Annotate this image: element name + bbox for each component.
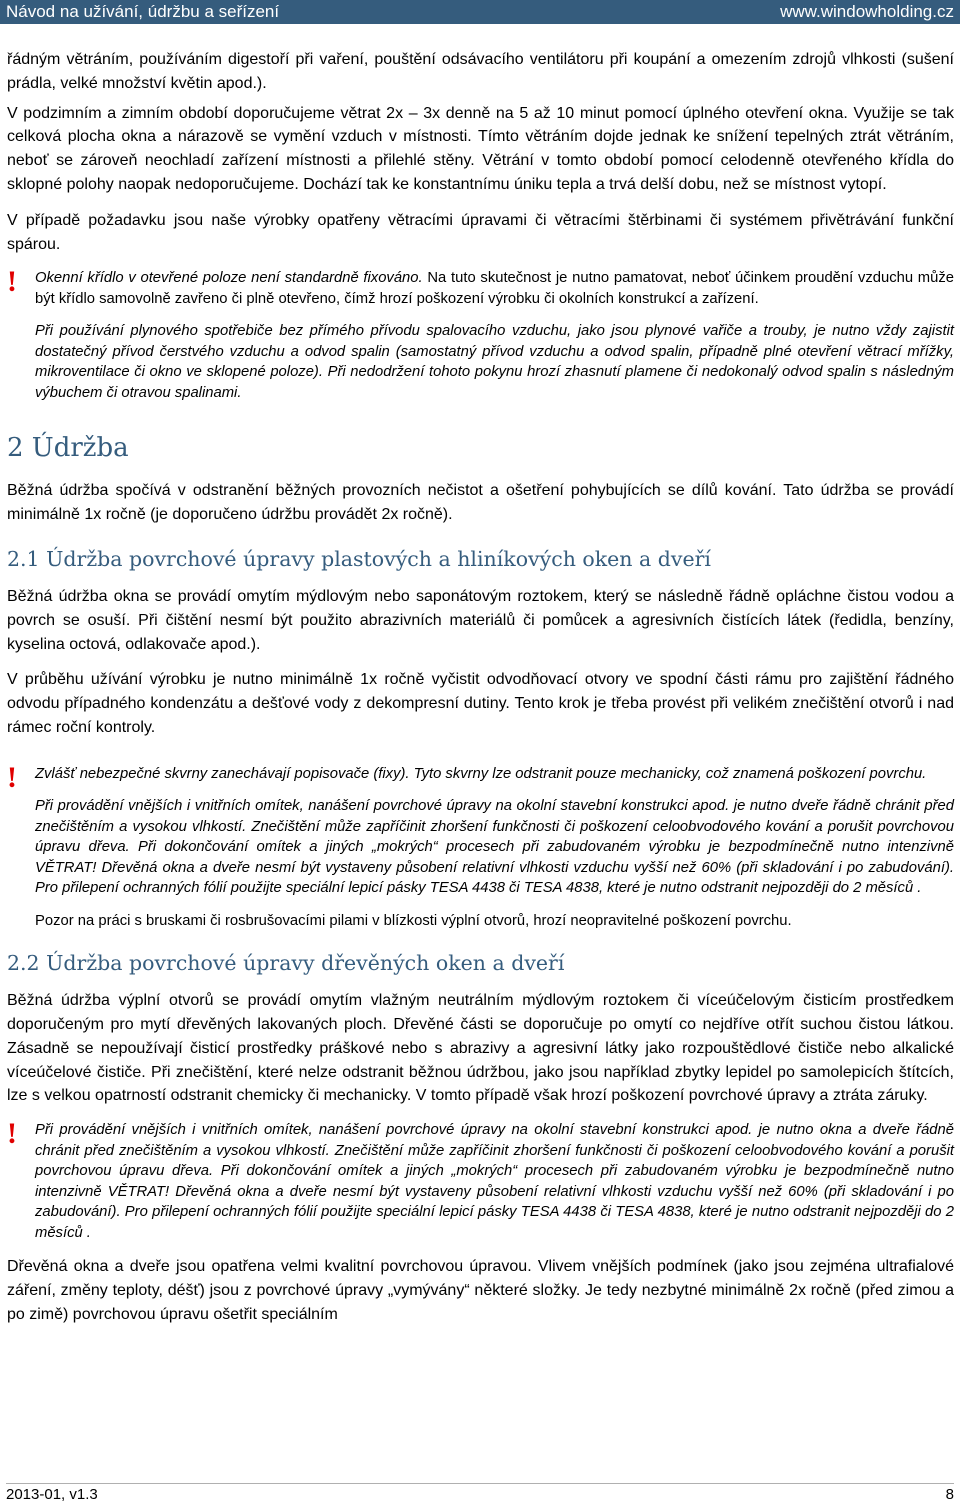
header-title: Návod na užívání, údržbu a seřízení (6, 2, 280, 21)
note-text: Při provádění vnějších i vnitřních omítek, nanášení povrchové úpravy na okolní stavební konstrukci apod. je nutno okna a dveře řádně chránit před znečištěním a vysokou vlhkostí. Znečištění může zapříčinit zhoršení funkčnosti či poškození celoobvodového kování a porušit povrchovou úpravu dřeva. Při dokončování omítek a jiných „mokrých“ procesech při zabudovaném výrobku je bezpodmínečně nutno intenzivně VĚTRAT! Dřevěná okna a dveře nesmí být vystaveny působení relativní vlhkosti vzduchu vyšší než 60% (při skladování i po zabudování). Pro přilepení ochranných fólií použijte speciální lepicí pásky TESA 4438 či TESA 4838, které je nutno odstranit nejpozději do 2 měsíců . (35, 1122, 954, 1241)
warning-icon: ! (7, 760, 17, 794)
paragraph: Běžná údržba výplní otvorů se provádí omytím vlažným neutrálním mýdlovým roztokem či víceúčelovým čisticím prostředkem doporučeným pro mytí dřevěných lakovaných ploch. Dřevěné části se doporučuje po omytí co nejdříve otřít suchou čistou látkou. Zásadně se nepoužívají čisticí prostředky práškové nebo s abrazivy a agresivní látky jako rozpouštědlové čističe nebo alkalické víceúčelové čističe. Při znečištění, které nelze odstranit běžnou údržbou, jako jsou například zbytky lepidel po samolepicích štítcích, lze s velkou opatrností odstranit chemicky či mechanicky. V tomto případě však hrozí poškození povrchové úpravy a ztráta záruky. (7, 992, 954, 1105)
page-header (0, 0, 960, 24)
paragraph: V případě požadavku jsou naše výrobky opatřeny větracími úpravami či větracími štěrbinami či systémem přivětrávání funkční spárou. (7, 211, 954, 253)
note-text: Při používání plynového spotřebiče bez přímého přívodu spalovacího vzduchu, jako jsou plynové vařiče a trouby, je nutno vždy zajistit dostatečný přívod čerstvého vzduchu a odvod spalin (samostatný přívod vzduchu a odvod spalin, případně plné otevření větrací mřížky, mikroventilace či okno ve sklopené poloze). Při nedodržení tohoto pokynu hrozí zhasnutí plamene či nedokonalý odvod spalin s následným výbuchem či otravou spalinami. (35, 323, 954, 401)
subsection-heading: 2.2 Údržba povrchové úpravy dřevěných oken a dveří (7, 951, 565, 976)
warning-note (7, 760, 954, 932)
page-number: 8 (945, 1485, 954, 1503)
warning-note (7, 1117, 954, 1243)
paragraph: řádným větráním, používáním digestoří při vaření, pouštění odsávacího ventilátoru při koupání a omezením zdrojů vlhkosti (sušení prádla, velké množství květin apod.). (7, 51, 954, 92)
paragraph: Dřevěná okna a dveře jsou opatřena velmi kvalitní povrchovou úpravou. Vlivem vnějších podmínek (jako jsou zejména ultrafialové záření, změny teploty, déšť) jsou z povrchové úpravy „vymývány“ některé složky. Je tedy nezbytné minimálně 2x ročně (před zimou a po zimě) povrchovou úpravu ošetřit speciálním (7, 1258, 954, 1323)
paragraph: Běžná údržba spočívá v odstranění běžných provozních nečistot a ošetření pohybujících se dílů kování. Tato údržba se provádí minimálně 1x ročně (je doporučeno údržbu provádět 2x ročně). (7, 482, 954, 524)
note-text: Pozor na práci s bruskami či rosbrušovacími pilami v blízkosti výplní otvorů, hrozí neopravitelné poškození povrchu. (35, 912, 792, 929)
warning-icon: ! (7, 1117, 17, 1151)
note-italic-text: Okenní křídlo v otevřené poloze není standardně fixováno. (35, 270, 423, 287)
warning-note (7, 265, 954, 403)
paragraph: Běžná údržba okna se provádí omytím mýdlovým nebo saponátovým roztokem, který se následně řádně opláchne čistou vodou a povrch se osuší. Při čištění nesmí být použito abrazivních materiálů či pomůcek a agresivních čistících látek (ředidla, benzíny, kyselina octová, odlakovače apod.). (7, 587, 954, 653)
page-footer (6, 1483, 954, 1504)
page-content (0, 24, 960, 1327)
subsection-heading: 2.1 Údržba povrchové úpravy plastových a hliníkových oken a dveří (7, 546, 711, 571)
footer-version: 2013-01, v1.3 (6, 1485, 98, 1503)
warning-icon: ! (7, 265, 17, 299)
header-website: www.windowholding.cz (780, 2, 954, 21)
note-normal-text: Na tuto skutečnost je nutno pamatovat, neboť účinkem proudění vzduchu může být křídlo samovolně zavřeno či plně otevřeno, čímž hrozí poškození výrobku či okolních konstrukcí a zařízení. (35, 270, 954, 307)
paragraph: V průběhu užívání výrobku je nutno minimálně 1x ročně vyčistit odvodňovací otvory ve spodní části rámu pro zajištění řádného odvodu případného kondenzátu a dešťové vody z dekompresní dutiny. Tento krok je třeba provést při velikém znečištění otvorů i nad rámec roční kontroly. (7, 671, 954, 736)
paragraph: V podzimním a zimním období doporučujeme větrat 2x – 3x denně na 5 až 10 minut pomocí úplného otevření okna. Využije se tak celková plocha okna a nárazově se vymění vzduch v místnosti. Tímto větráním dojde jednak ke snížení tepelných ztrát větráním, neboť se zároveň neochladí zařízení místnosti a přilehlé stěny. Větrání v tomto období pomocí celodenně otevřeného křídla do sklopné polohy naopak nedoporučujeme. Dochází tak ke konstantnímu úniku tepla a trvá delší dobu, než se místnost vytopí. (7, 104, 954, 193)
section-heading: 2 Údržba (7, 433, 129, 464)
note-text (35, 268, 954, 309)
note-text: Při provádění vnějších i vnitřních omítek, nanášení povrchové úpravy na okolní stavební konstrukci apod. je nutno dveře řádně chránit před znečištěním a vysokou vlhkostí. Znečištění může zapříčinit zhoršení funkčnosti či poškození celoobvodového kování a porušit povrchovou úpravu dřeva. Při dokončování omítek a jiných „mokrých“ procesech při zabudovaném výrobku je bezpodmínečně nutno intenzivně VĚTRAT! Dřevěná okna a dveře nesmí být vystaveny působení relativní vlhkosti vzduchu vyšší než 60% (při skladování i po zabudování). Pro přilepení ochranných fólií použijte speciální lepicí pásky TESA 4438 či TESA 4838, které je nutno odstranit nejpozději do 2 měsíců . (35, 798, 954, 897)
note-text: Zvlášť nebezpečné skvrny zanechávají popisovače (fixy). Tyto skvrny lze odstranit pouze mechanicky, což znamená poškození povrchu. (35, 765, 927, 782)
